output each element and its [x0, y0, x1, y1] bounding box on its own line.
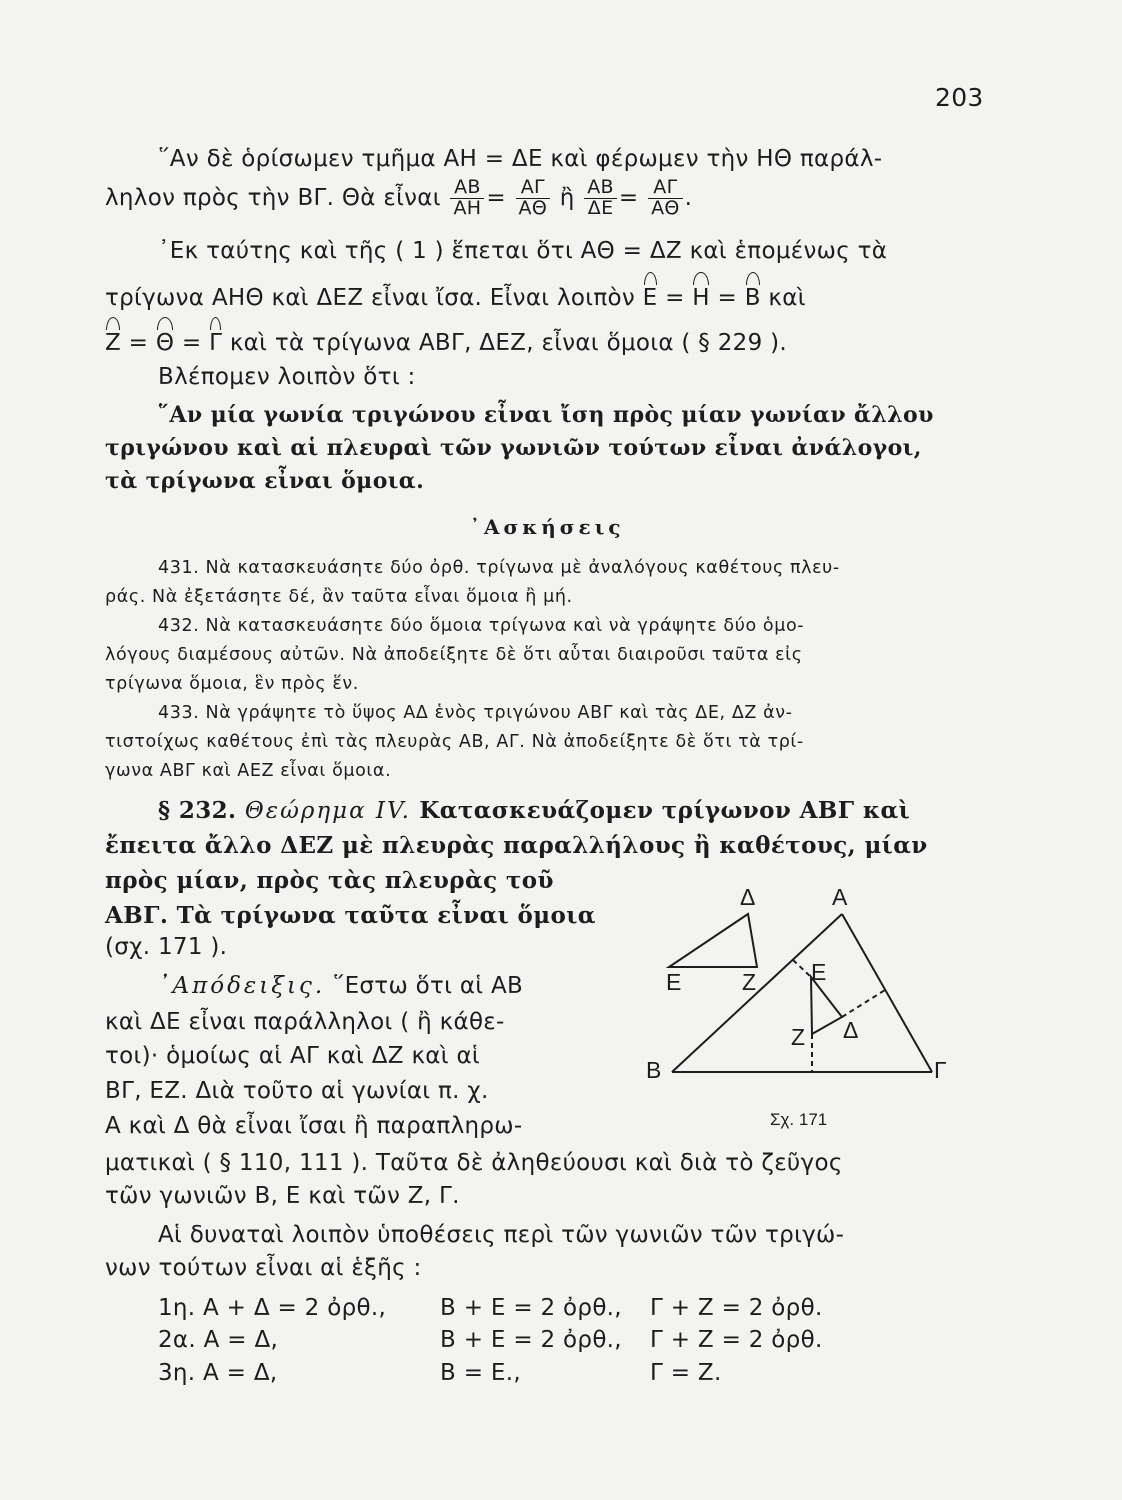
figure-171	[630, 880, 960, 1130]
figure-caption: Σχ. 171	[770, 1110, 828, 1129]
proof-line	[158, 973, 523, 999]
theorem-line: πρὸς μίαν, πρὸς τὰς πλευρὰς τοῦ	[105, 867, 554, 894]
label-Z-mid: Ζ	[742, 969, 757, 995]
exercise-line: λόγους διαμέσους αὐτῶν. Νὰ ἀποδείξητε δὲ ὅτι αὗται διαιροῦσι ταῦτα εἰς	[105, 645, 803, 665]
proof-label: ᾿Απόδειξις.	[158, 973, 326, 999]
inner-triangle-EZD	[811, 977, 842, 1034]
fraction	[648, 178, 683, 219]
label-E-inner: Ε	[811, 959, 827, 985]
dashed-line-right	[842, 990, 885, 1017]
angle-symbol: Ζ	[105, 330, 122, 356]
case-1-angles-AD: 1η. Α + Δ = 2 ὀρθ.,	[158, 1295, 387, 1321]
text-span: τρίγωνα ΑΗΘ καὶ ΔΕΖ εἶναι ἴσα. Εἶναι λοιπὸν	[105, 285, 636, 311]
theorem-line: ἔπειτα ἄλλο ΔΕΖ μὲ πλευρὰς παραλλήλους ἢ καθέτους, μίαν	[105, 832, 928, 859]
text-line: ᾿Εκ ταύτης καὶ τῆς ( 1 ) ἕπεται ὅτι ΑΘ = ΔΖ καὶ ἑπομένως τὰ	[158, 238, 888, 264]
label-Z-inner: Ζ	[791, 1024, 806, 1050]
proof-line: τοι)· ὁμοίως αἱ ΑΓ καὶ ΔΖ καὶ αἱ	[105, 1043, 481, 1069]
case-1-angles-GZ: Γ + Ζ = 2 ὀρθ.	[650, 1295, 823, 1321]
proof-line: Αἱ δυναταὶ λοιπὸν ὑποθέσεις περὶ τῶν γωνιῶν τῶν τριγώ-	[158, 1222, 845, 1248]
proof-line: καὶ ΔΕ εἶναι παράλληλοι ( ἢ κάθε-	[105, 1009, 505, 1035]
label-B: Β	[646, 1057, 662, 1083]
figure-reference: (σχ. 171 ).	[105, 934, 228, 960]
theorem-line: ΑΒΓ. Τὰ τρίγωνα ταῦτα εἶναι ὅμοια	[105, 902, 596, 929]
case-3-angles-AD: 3η. Α = Δ,	[158, 1360, 278, 1386]
label-D-inner: Δ	[843, 1017, 859, 1043]
fraction-denominator: ΑΗ	[453, 196, 482, 219]
text-line-with-angles: Ζ = Θ = Γ καὶ τὰ τρίγωνα ΑΒΓ, ΔΕΖ, εἶναι ὅμοια ( § 229 ).	[105, 330, 787, 356]
proof-line: ΒΓ, ΕΖ. Διὰ τοῦτο αἱ γωνίαι π. χ.	[105, 1078, 489, 1104]
text-span: καὶ τὰ τρίγωνα ΑΒΓ, ΔΕΖ, εἶναι ὅμοια ( § 229 ).	[229, 330, 787, 356]
case-2-angles-AD: 2α. Α = Δ,	[158, 1327, 279, 1353]
angle-symbol: Θ	[155, 330, 175, 356]
exercises-heading: ᾿Ασκήσεις	[470, 515, 625, 539]
case-1-angles-BE: Β + Ε = 2 ὀρθ.,	[440, 1295, 622, 1321]
fraction	[450, 178, 484, 219]
fraction	[584, 178, 617, 219]
exercise-line: τρίγωνα ὅμοια, ἓν πρὸς ἕν.	[105, 674, 359, 694]
theorem-heading-line	[158, 797, 910, 824]
case-2-angles-BE: Β + Ε = 2 ὀρθ.,	[440, 1327, 622, 1353]
text-span: ῞Εστω ὅτι αἱ ΑΒ	[332, 973, 524, 999]
fraction-numerator: ΑΓ	[516, 178, 551, 199]
label-D-top: Δ	[740, 884, 756, 910]
side-AG	[842, 914, 932, 1072]
text-span: ἢ	[559, 184, 575, 211]
fraction-denominator: ΑΘ	[518, 196, 548, 219]
dashed-line-upper	[793, 960, 811, 977]
text-span: Κατασκευάζομεν τρίγωνον ΑΒΓ καὶ	[419, 797, 911, 824]
case-3-angles-BE: Β = Ε.,	[440, 1360, 521, 1386]
angle-symbol: Β	[744, 285, 761, 311]
text-line-with-fractions: ληλον πρὸς τὴν ΒΓ. Θὰ εἶναι $\frac{AB}{AH}$ = $\frac{A\Gamma}{A\Theta}$ ἢ $\frac{AB}{\Delta E}$ = $\frac{A\Gamma}{A\Theta}$ .	[105, 176, 693, 219]
fraction	[516, 178, 551, 219]
case-2-angles-GZ: Γ + Ζ = 2 ὀρθ.	[650, 1327, 823, 1353]
angle-symbol: Γ	[209, 330, 223, 356]
page-number: 203	[935, 83, 984, 112]
proof-line: νων τούτων εἶναι αἱ ἑξῆς :	[105, 1255, 422, 1281]
small-triangle-DEZ	[669, 914, 757, 967]
theorem-statement-line: τριγώνου καὶ αἱ πλευραὶ τῶν γωνιῶν τούτων εἶναι ἀνάλογοι,	[105, 435, 922, 461]
text-span: ληλον πρὸς τὴν ΒΓ. Θὰ εἶναι	[105, 184, 441, 211]
fraction-denominator: ΑΘ	[651, 196, 680, 219]
text-line: Βλέπομεν λοιπὸν ὅτι :	[158, 364, 416, 390]
text-line: ῞Αν δὲ ὁρίσωμεν τμῆμα ΑΗ = ΔΕ καὶ φέρωμεν τὴν ΗΘ παράλ-	[158, 146, 883, 172]
theorem-name: Θεώρημα IV.	[244, 798, 411, 824]
angle-symbol: Ε	[642, 285, 658, 311]
label-E-left: Ε	[666, 969, 682, 995]
exercise-line: 432. Νὰ κατασκευάσητε δύο ὅμοια τρίγωνα καὶ νὰ γράψητε δύο ὁμο-	[158, 616, 805, 636]
proof-line: τῶν γωνιῶν Β, Ε καὶ τῶν Ζ, Γ.	[105, 1183, 460, 1209]
text-span: καὶ	[768, 285, 806, 311]
exercise-line: 431. Νὰ κατασκευάσητε δύο ὀρθ. τρίγωνα μὲ ἀναλόγους καθέτους πλευ-	[158, 558, 840, 578]
label-G: Γ	[934, 1057, 947, 1083]
text-line-with-angles: τρίγωνα ΑΗΘ καὶ ΔΕΖ εἶναι ἴσα. Εἶναι λοιπὸν Ε = Η = Β καὶ	[105, 285, 806, 311]
proof-line: ματικαὶ ( § 110, 111 ). Ταῦτα δὲ ἀληθεύουσι καὶ διὰ τὸ ζεῦγος	[105, 1150, 843, 1176]
theorem-statement-line: τὰ τρίγωνα εἶναι ὅμοια.	[105, 468, 425, 494]
exercise-line: ράς. Νὰ ἐξετάσητε δέ, ἂν ταῦτα εἶναι ὅμοια ἢ μή.	[105, 587, 573, 607]
fraction-numerator: ΑΒ	[584, 178, 617, 199]
label-A-top: Α	[832, 884, 848, 910]
fraction-numerator: ΑΒ	[450, 178, 484, 199]
fraction-denominator: ΔΕ	[587, 196, 614, 219]
section-number: § 232.	[158, 797, 237, 824]
theorem-statement-line: ῞Αν μία γωνία τριγώνου εἶναι ἴση πρὸς μίαν γωνίαν ἄλλου	[158, 402, 934, 428]
fraction-numerator: ΑΓ	[648, 178, 683, 199]
case-3-angles-GZ: Γ = Ζ.	[650, 1360, 722, 1386]
exercise-line: γωνα ΑΒΓ καὶ ΑΕΖ εἶναι ὅμοια.	[105, 761, 392, 781]
proof-line: Α καὶ Δ θὰ εἶναι ἴσαι ἢ παραπληρω-	[105, 1113, 523, 1139]
exercise-line: 433. Νὰ γράψητε τὸ ὕψος ΑΔ ἑνὸς τριγώνου ΑΒΓ καὶ τὰς ΔΕ, ΔΖ ἀν-	[158, 703, 793, 723]
side-AB	[672, 914, 842, 1072]
angle-symbol: Η	[692, 285, 710, 311]
exercise-line: τιστοίχως καθέτους ἐπὶ τὰς πλευρὰς ΑΒ, ΑΓ. Νὰ ἀποδείξητε δὲ ὅτι τὰ τρί-	[105, 732, 804, 752]
